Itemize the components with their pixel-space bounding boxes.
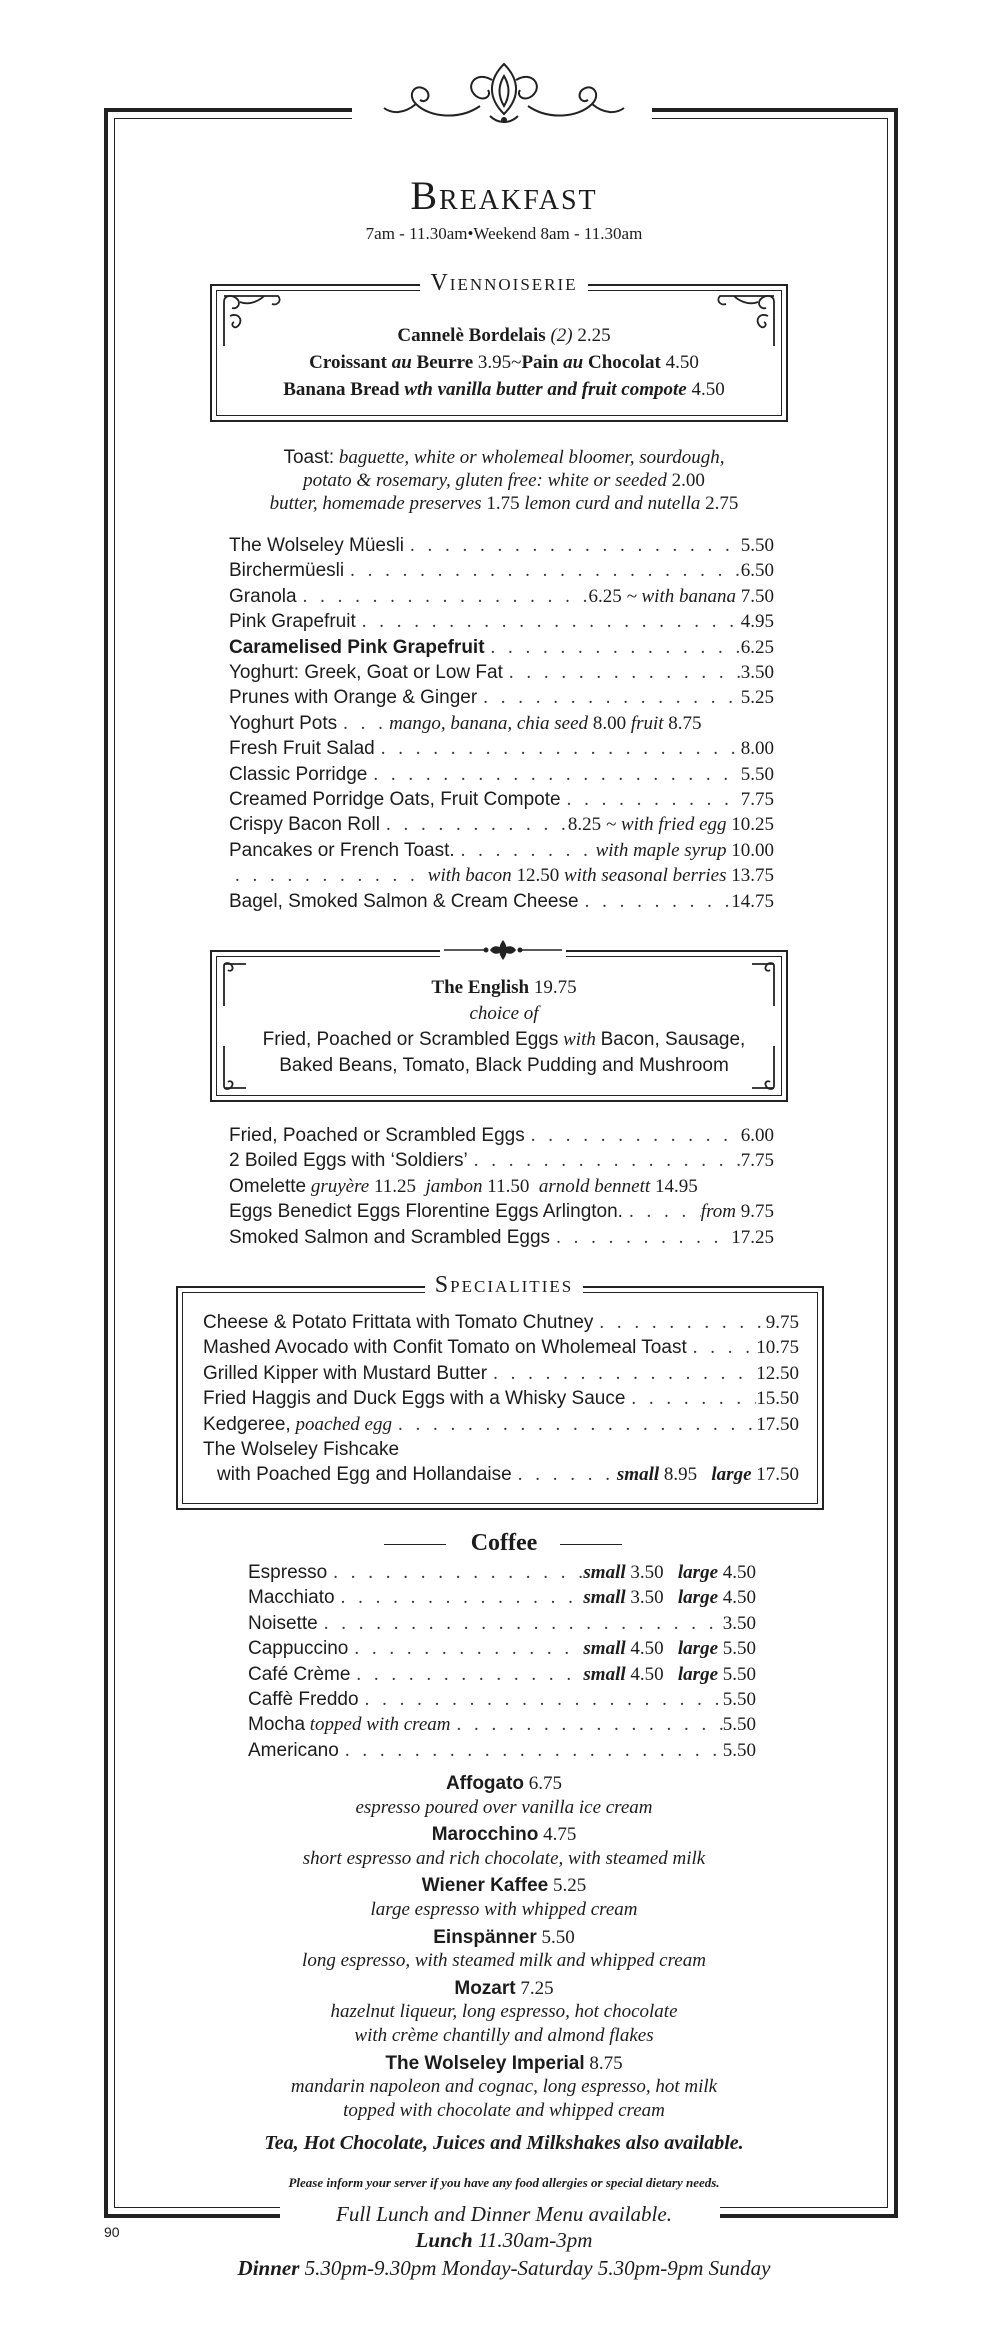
list-item: Yoghurt Pots . . . mango, banana, chia seed 8.00 fruit 8.75 [229,711,774,736]
also-available-note: Tea, Hot Chocolate, Juices and Milkshakes also available. [264,2132,744,2154]
list-item: Grilled Kipper with Mustard Butter . . . 12.50 [203,1361,799,1386]
full-menu-note: Full Lunch and Dinner Menu available. [336,2202,672,2226]
list-item: Macchiato . . . small 3.50 large 4.50 [248,1585,756,1610]
list-item: The Wolseley Imperial 8.75 [385,2052,623,2074]
list-item: Café Crème . . . small 4.50 large 5.50 [248,1662,756,1687]
list-item: Cannelè Bordelais (2) 2.25 [397,325,611,346]
list-item: with Poached Egg and Hollandaise . . . small 8.95 large 17.50 [203,1462,799,1487]
list-item: Mocha topped with cream . . . 5.50 [248,1712,756,1737]
list-item: Croissant au Beurre 3.95~Pain au Chocolat 4.50 [309,352,699,373]
lunch-hours: Lunch 11.30am-3pm [415,2228,593,2252]
viennoiserie-list [0,322,1008,403]
fleur-divider-icon [440,938,566,962]
list-item: Fresh Fruit Salad . . . 8.00 [229,736,774,761]
dinner-hours: Dinner 5.30pm-9.30pm Monday-Saturday 5.30pm-9pm Sunday [237,2256,771,2280]
list-item: 2 Boiled Eggs with ‘Soldiers’ . . . 7.75 [229,1148,774,1173]
list-item: Creamed Porridge Oats, Fruit Compote . . . 7.75 [229,787,774,812]
list-item: Mozart 7.25 [454,1977,554,1999]
list-item: Fried Haggis and Duck Eggs with a Whisky Sauce . . . 15.50 [203,1386,799,1411]
list-item: The Wolseley Fishcake [203,1439,400,1461]
list-item: Affogato 6.75 [445,1773,563,1794]
viennoiserie-title: Viennoiserie [420,270,587,296]
specialities-list [203,1310,799,1488]
list-item: Yoghurt: Greek, Goat or Low Fat . . . 3.50 [229,660,774,685]
opening-hours: 7am - 11.30am•Weekend 8am - 11.30am [365,224,643,243]
list-item: Kedgeree, poached egg . . . 17.50 [203,1412,799,1437]
list-item: Espresso . . . small 3.50 large 4.50 [248,1560,756,1585]
list-item: Omelette gruyère 11.25 jambon 11.50 arnold bennett 14.95 [229,1175,698,1197]
list-item: Banana Bread wth vanilla butter and fruit compote 4.50 [283,379,725,400]
toast-description: Toast: baguette, white or wholemeal bloomer, sourdough, potato & rosemary, gluten free: white or seeded 2.00 butter, homemade preserves 1.75 lemon curd and nutella 2.75 [269,447,739,514]
list-item: Birchermüesli . . . 6.50 [229,558,774,583]
list-item: Pink Grapefruit . . . 4.95 [229,609,774,634]
list-item: Americano . . . 5.50 [248,1738,756,1763]
list-item: Fried, Poached or Scrambled Eggs . . . 6.00 [229,1123,774,1148]
list-item: Prunes with Orange & Ginger . . . 5.25 [229,685,774,710]
eggs-list [229,1123,774,1250]
breakfast-list [229,533,774,914]
list-item: Smoked Salmon and Scrambled Eggs . . . 17.25 [229,1225,774,1250]
list-item: Wiener Kaffee 5.25 [421,1875,587,1897]
list-item: Cappuccino . . . small 4.50 large 5.50 [248,1636,756,1661]
allergy-note: Please inform your server if you have any food allergies or special dietary needs. [288,2175,720,2190]
list-item: Classic Porridge . . . 5.50 [229,762,774,787]
english-breakfast: The English 19.75 choice of Fried, Poached or Scrambled Eggs with Bacon, Sausage, Baked Beans, Tomato, Black Pudding and Mushroom [262,977,746,1076]
ornamental-flourish-icon [380,56,628,132]
page-number: 90 [104,2224,120,2240]
list-item: Cheese & Potato Frittata with Tomato Chutney . . . 9.75 [203,1310,799,1335]
coffee-title: Coffee [470,1530,538,1556]
list-item: Bagel, Smoked Salmon & Cream Cheese . . . 14.75 [229,889,774,914]
list-item: Granola . . . 6.25 ~ with banana 7.50 [229,584,774,609]
list-item: Marocchino 4.75 [431,1824,577,1846]
list-item: Noisette . . . 3.50 [248,1611,756,1636]
list-item: Mashed Avocado with Confit Tomato on Wholemeal Toast . . . 10.75 [203,1335,799,1360]
list-item: Crispy Bacon Roll . . . 8.25 ~ with fried egg 10.25 [229,812,774,837]
specialities-title: Specialities [425,1272,583,1298]
list-item: Eggs Benedict Eggs Florentine Eggs Arlington. . . . from 9.75 [229,1199,774,1224]
list-item: The Wolseley Müesli . . . 5.50 [229,533,774,558]
list-item: Caramelised Pink Grapefruit . . . 6.25 [229,635,774,660]
list-item: . . . with bacon 12.50 with seasonal berries 13.75 [229,863,774,888]
list-item: Pancakes or French Toast. . . . with maple syrup 10.00 [229,838,774,863]
coffee-list [248,1560,756,1763]
page-title: Breakfast [410,173,598,218]
list-item: Einspänner 5.50 [433,1926,575,1948]
list-item: Caffè Freddo . . . 5.50 [248,1687,756,1712]
special-coffees: Affogato 6.75 espresso poured over vanilla ice cream Marocchino 4.75 short espresso and rich chocolate, with steamed milk Wiener Kaffee 5.25 large espresso with whipped cream Einspänner 5.50 long espresso, with steamed milk and whipped cream Mozart 7.25 hazelnut liqueur, long espresso, hot chocolate with crème chantilly and almond flakes The Wolseley Imperial 8.75 mandarin napoleon and cognac, long espresso, hot milk topped with chocolate and whipped cream [0,1772,1008,2122]
